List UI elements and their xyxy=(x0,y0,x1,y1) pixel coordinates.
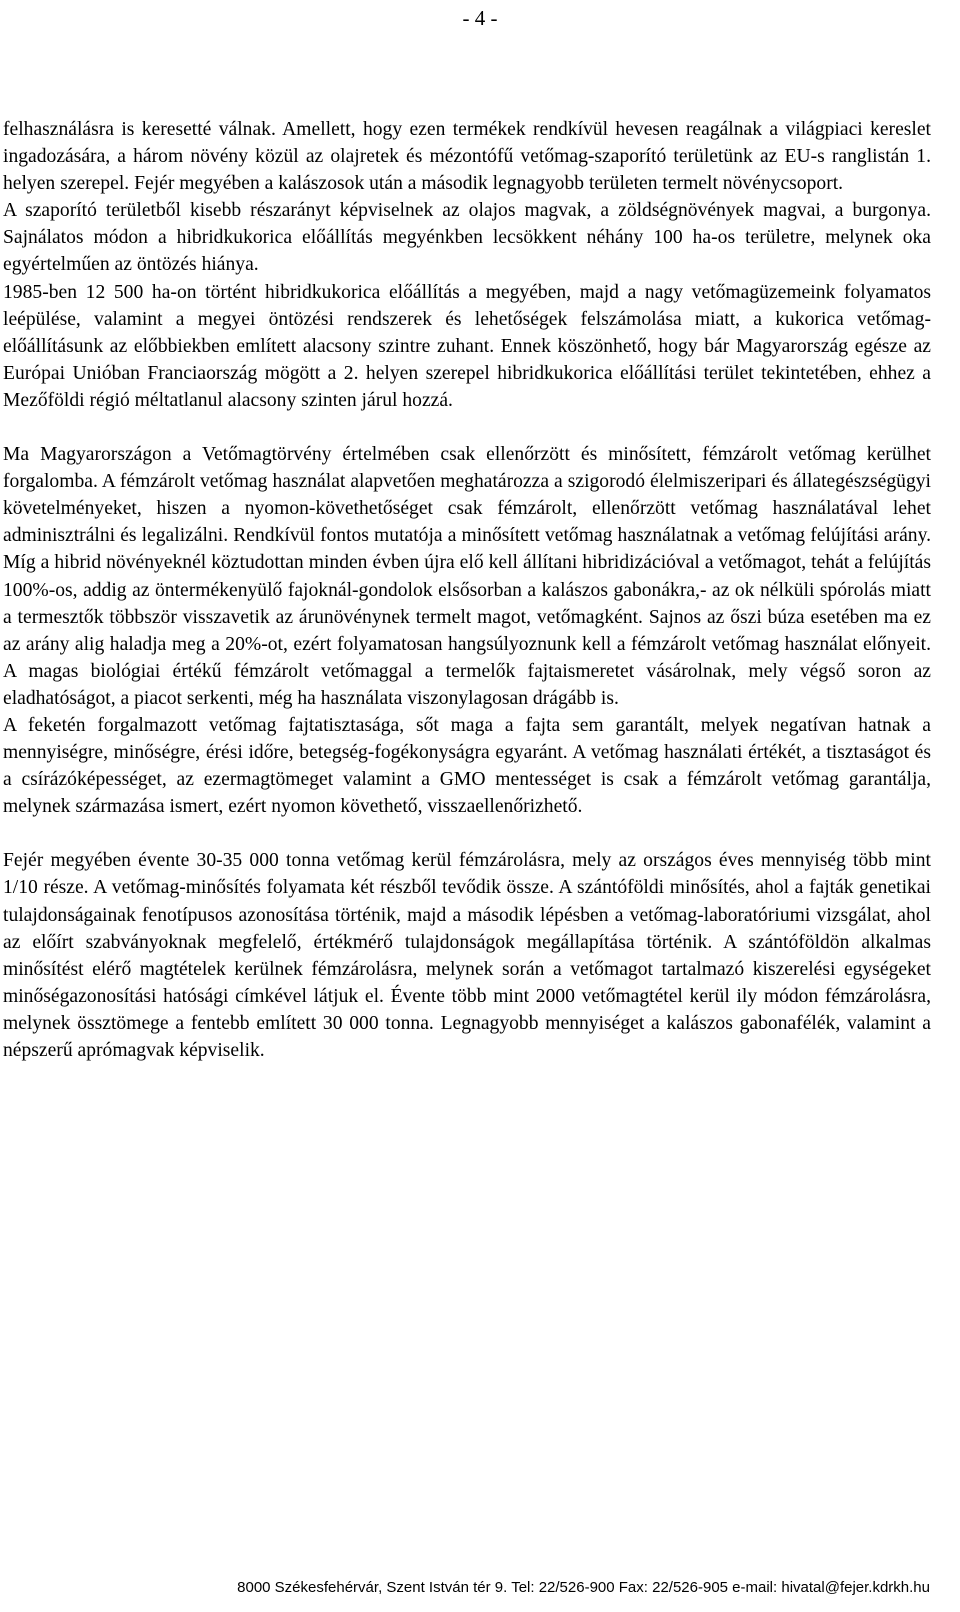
paragraph: Ma Magyarországon a Vetőmagtörvény értelmében csak ellenőrzött és minősített, fémzárolt vetőmag kerülhet forgalomba. A fémzárolt vetőmag használat alapvetően meghatározza a szigorodó élelmiszeripari és állategészségügyi követelményeket, hiszen a nyomon-követhetőséget csak fémzárolt, ellenőrzött vetőmag használatával lehet adminisztrálni és legalizálni. Rendkívül fontos mutatója a minősített vetőmag használatnak a vetőmag felújítási arány. Míg a hibrid növényeknél köztudottan minden évben újra elő kell állítani hibridizációval a vetőmagot, tehát a felújítás 100%-os, addig az öntermékenyülő fajoknál-gondolok elsősorban a kalászos gabonákra,- az ok nélküli spórolás miatt a termesztők többször visszavetik az árunövénynek termelt magot, vetőmagként. Sajnos az őszi búza esetében ma ez az arány alig haladja meg a 20%-ot, ezért folyamatosan hangsúlyoznunk kell a fémzárolt vetőmag használat előnyeit. A magas biológiai értékű fémzárolt vetőmaggal a termelők fajtaismeretet vásárolnak, mely végső soron az eladhatóságot, a piacot serkenti, még ha használata viszonylagosan drágább is. xyxy=(3,444,931,709)
page-number: - 4 - xyxy=(462,6,498,30)
footer-address: 8000 Székesfehérvár, Szent István tér 9. Tel: 22/526-900 Fax: 22/526-905 e-mail: hivatal@fejer.kdrkh.hu xyxy=(237,1579,930,1596)
paragraph: A szaporító területből kisebb részarányt képviselnek az olajos magvak, a zöldségnövények magvai, a burgonya. Sajnálatos módon a hibridkukorica előállítás megyénkben lecsökkent néhány 100 ha-os területre, melynek oka egyértelműen az öntözés hiánya. xyxy=(3,200,931,276)
body-text xyxy=(3,116,931,1064)
paragraph: felhasználásra is keresetté válnak. Amellett, hogy ezen termékek rendkívül hevesen reagálnak a világpiaci kereslet ingadozására, a három növény közül az olajretek és mézontófű vetőmag-szaporító területünk az EU-s ranglistán 1. helyen szerepel. Fejér megyében a kalászosok után a második legnagyobb területen termelt növénycsoport. xyxy=(3,119,931,195)
paragraph: A feketén forgalmazott vetőmag fajtatisztasága, sőt maga a fajta sem garantált, melyek negatívan hatnak a mennyiségre, minőségre, érési időre, betegség-fogékonyságra egyaránt. A vetőmag használati értékét, a tisztaságot és a csírázóképességet, az ezermagtömeget valamint a GMO mentességet is csak a fémzárolt vetőmag garantálja, melynek származása ismert, ezért nyomon követhető, visszaellenőrizhető. xyxy=(3,714,931,818)
paragraph: 1985-ben 12 500 ha-on történt hibridkukorica előállítás a megyében, majd a nagy vetőmagüzemeink folyamatos leépülése, valamint a megyei öntözési rendszerek és lehetőségek felszámolása miatt, a kukorica vetőmag-előállításunk az előbbiekben említett alacsony szintre zuhant. Ennek köszönhető, hogy bár Magyarország egésze az Európai Unióban Franciaország mögött a 2. helyen szerepel hibridkukorica előállítási terület tekintetében, ehhez a Mezőföldi régió méltatlanul alacsony szinten járul hozzá. xyxy=(3,281,931,411)
paragraph: Fejér megyében évente 30-35 000 tonna vetőmag kerül fémzárolásra, mely az országos éves mennyiség több mint 1/10 része. A vetőmag-minősítés folyamata két részből tevődik össze. A szántóföldi minősítés, ahol a fajták genetikai tulajdonságainak fenotípusos azonosítása történik, majd a második lépésben a vetőmag-laboratóriumi vizsgálat, ahol az előírt szabványoknak megfelelő, értékmérő tulajdonságok megállapítása történik. A szántóföldön alkalmas minősítést elérő magtételek kerülnek fémzárolásra, melynek során a vetőmagot tartalmazó kiszerelési egységeket minőségazonosítási hatósági címkével látjuk el. Évente több mint 2000 vetőmagtétel kerül ily módon fémzárolásra, melynek össztömege a fentebb említett 30 000 tonna. Legnagyobb mennyiséget a kalászos gabonafélék, valamint a népszerű aprómagvak képviselik. xyxy=(3,850,931,1061)
